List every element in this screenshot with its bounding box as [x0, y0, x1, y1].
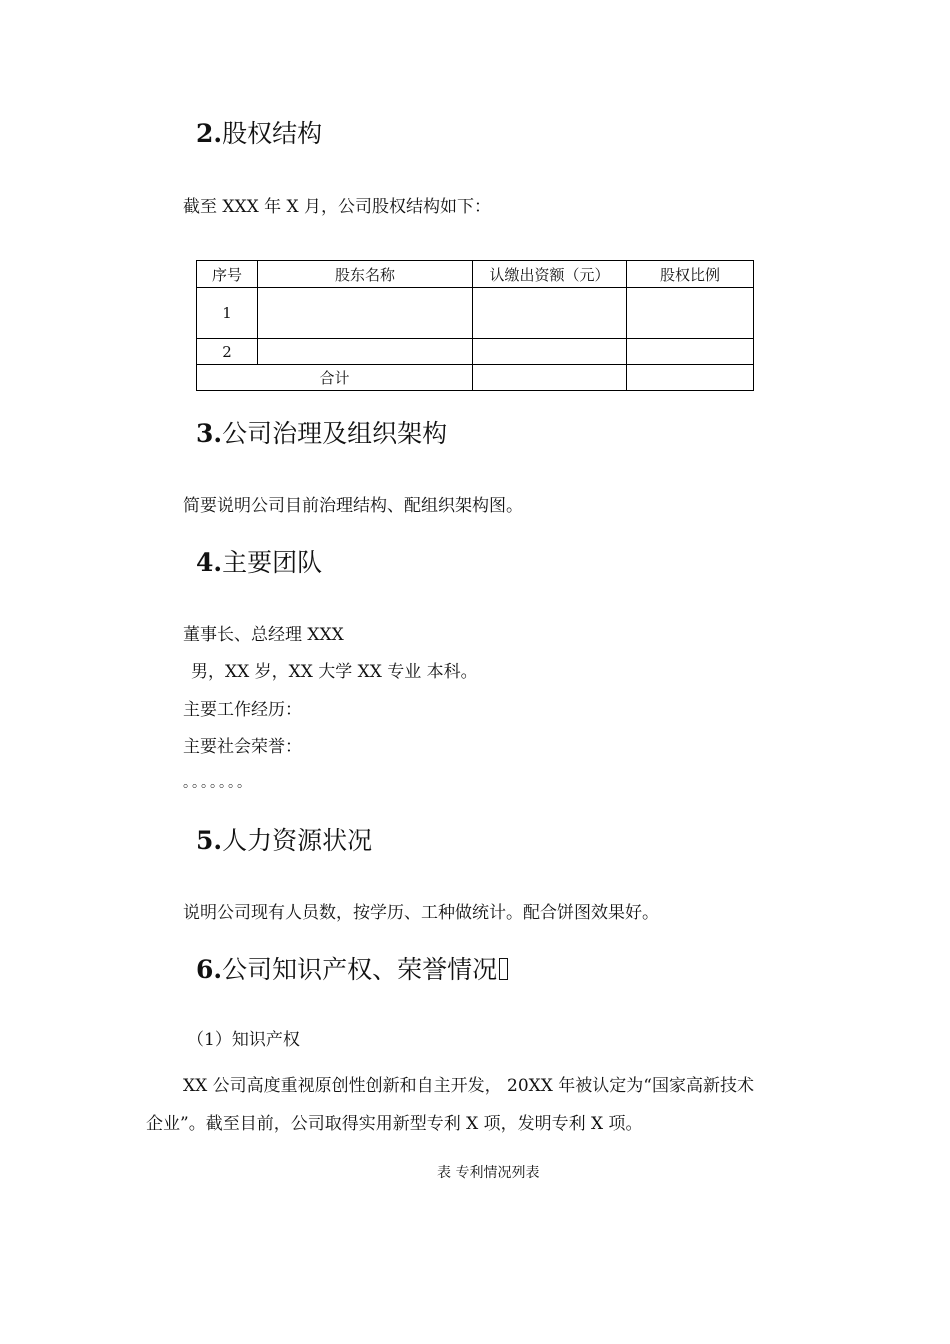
section-3-body: 简要说明公司目前治理结构、配组织架构图。	[183, 496, 523, 516]
section-3-number: 3.	[196, 419, 223, 448]
total-amount	[473, 365, 627, 391]
section-4-title: 主要团队	[222, 548, 323, 577]
total-label: 合计	[197, 365, 473, 391]
section-4-heading	[196, 543, 322, 579]
team-line-4: 主要社会荣誉：	[183, 737, 302, 757]
section-2-title: 股权结构	[222, 119, 323, 148]
missing-glyph-box	[499, 958, 508, 980]
section-3-title: 公司治理及组织架构	[222, 419, 448, 448]
row-ratio	[627, 339, 754, 365]
section-5-title: 人力资源状况	[222, 826, 373, 855]
table-header-row	[197, 261, 754, 288]
table-row	[197, 339, 754, 365]
section-5-body: 说明公司现有人员数，按学历、工种做统计。配合饼图效果好。	[183, 903, 659, 923]
row-amount	[473, 288, 627, 339]
team-line-3: 主要工作经历：	[183, 700, 302, 720]
ip-paragraph-line-1: XX 公司高度重视原创性创新和自主开发， 20XX 年被认定为“国家高新技术	[183, 1076, 754, 1096]
section-4-number: 4.	[196, 548, 223, 577]
row-amount	[473, 339, 627, 365]
ip-subheading: （1）知识产权	[187, 1030, 300, 1050]
header-cell-name: 股东名称	[258, 261, 473, 288]
team-line-5: 。。。。。。。	[183, 775, 253, 791]
row-name	[258, 288, 473, 339]
section-6-heading	[196, 950, 508, 986]
row-no: 2	[197, 339, 258, 365]
team-line-2: 男，XX 岁，XX 大学 XX 专业 本科。	[191, 662, 478, 682]
header-cell-ratio: 股权比例	[627, 261, 754, 288]
team-line-1: 董事长、总经理 XXX	[183, 625, 344, 645]
section-5-heading	[196, 821, 372, 857]
section-2-intro: 截至 XXX 年 X 月，公司股权结构如下：	[183, 197, 492, 217]
row-no: 1	[197, 288, 258, 339]
header-cell-no: 序号	[197, 261, 258, 288]
section-2-heading	[196, 114, 322, 150]
section-2-number: 2.	[196, 119, 223, 148]
row-ratio	[627, 288, 754, 339]
section-3-heading	[196, 414, 447, 450]
section-5-number: 5.	[196, 826, 223, 855]
table-caption: 表 专利情况列表	[437, 1165, 540, 1181]
header-cell-amount: 认缴出资额（元）	[473, 261, 627, 288]
table-total-row	[197, 365, 754, 391]
section-6-number: 6.	[196, 955, 223, 984]
ip-paragraph-line-2: 企业”。截至目前，公司取得实用新型专利 X 项，发明专利 X 项。	[146, 1114, 643, 1134]
section-6-title: 公司知识产权、荣誉情况	[222, 955, 498, 984]
equity-table	[196, 260, 754, 391]
table-row	[197, 288, 754, 339]
total-ratio	[627, 365, 754, 391]
row-name	[258, 339, 473, 365]
